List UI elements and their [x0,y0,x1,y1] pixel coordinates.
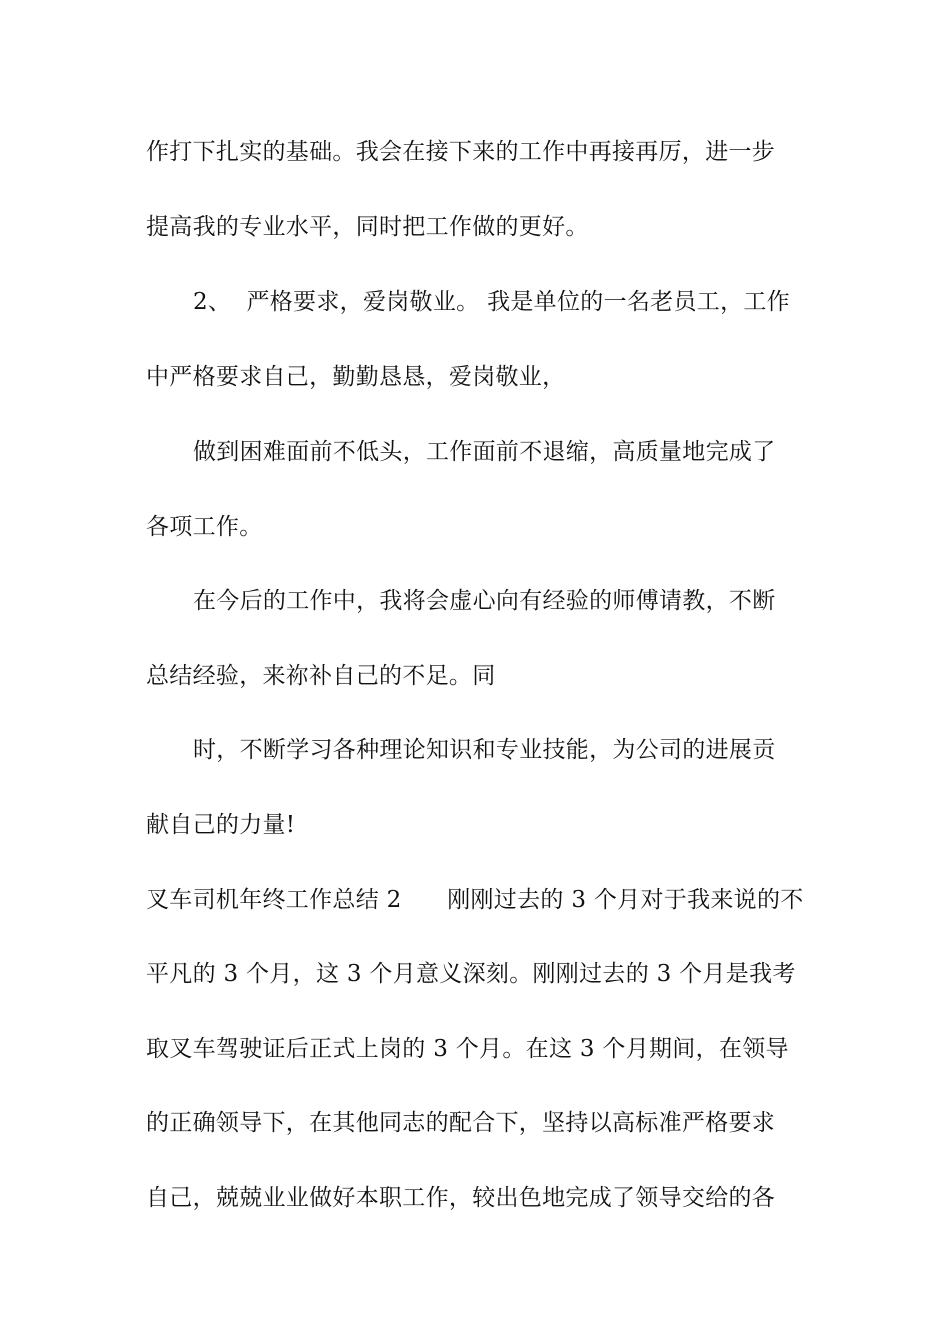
text-line-15: 自己，兢兢业业做好本职工作，较出色地完成了领导交给的各 [146,1185,776,1211]
text-line-3: 2、 严格要求，爱岗敬业。 我是单位的一名老员工，工作 [193,289,790,315]
text-line-2: 提高我的专业水平，同时把工作做的更好。 [146,214,589,240]
text-line-4: 中严格要求自己，勤勤恳恳，爱岗敬业， [146,364,566,390]
text-line-12: 平凡的 3 个月，这 3 个月意义深刻。刚刚过去的 3 个月是我考 [146,961,796,987]
text-line-5: 做到困难面前不低头，工作面前不退缩，高质量地完成了 [193,439,776,465]
text-line-11: 叉车司机年终工作总结 2 刚刚过去的 3 个月对于我来说的不 [146,887,804,913]
text-line-1: 作打下扎实的基础。我会在接下来的工作中再接再厉，进一步 [146,139,776,165]
text-line-8: 总结经验，来祢补自己的不足。同 [146,663,496,689]
text-line-10: 献自己的力量! [146,812,296,838]
text-line-9: 时，不断学习各种理论知识和专业技能，为公司的进展贡 [193,737,776,763]
text-line-7: 在今后的工作中，我将会虚心向有经验的师傅请教，不断 [193,588,776,614]
text-line-6: 各项工作。 [146,514,263,540]
text-line-13: 取叉车驾驶证后正式上岗的 3 个月。在这 3 个月期间，在领导 [146,1036,789,1062]
text-line-14: 的正确领导下，在其他同志的配合下，坚持以高标准严格要求 [146,1110,776,1136]
